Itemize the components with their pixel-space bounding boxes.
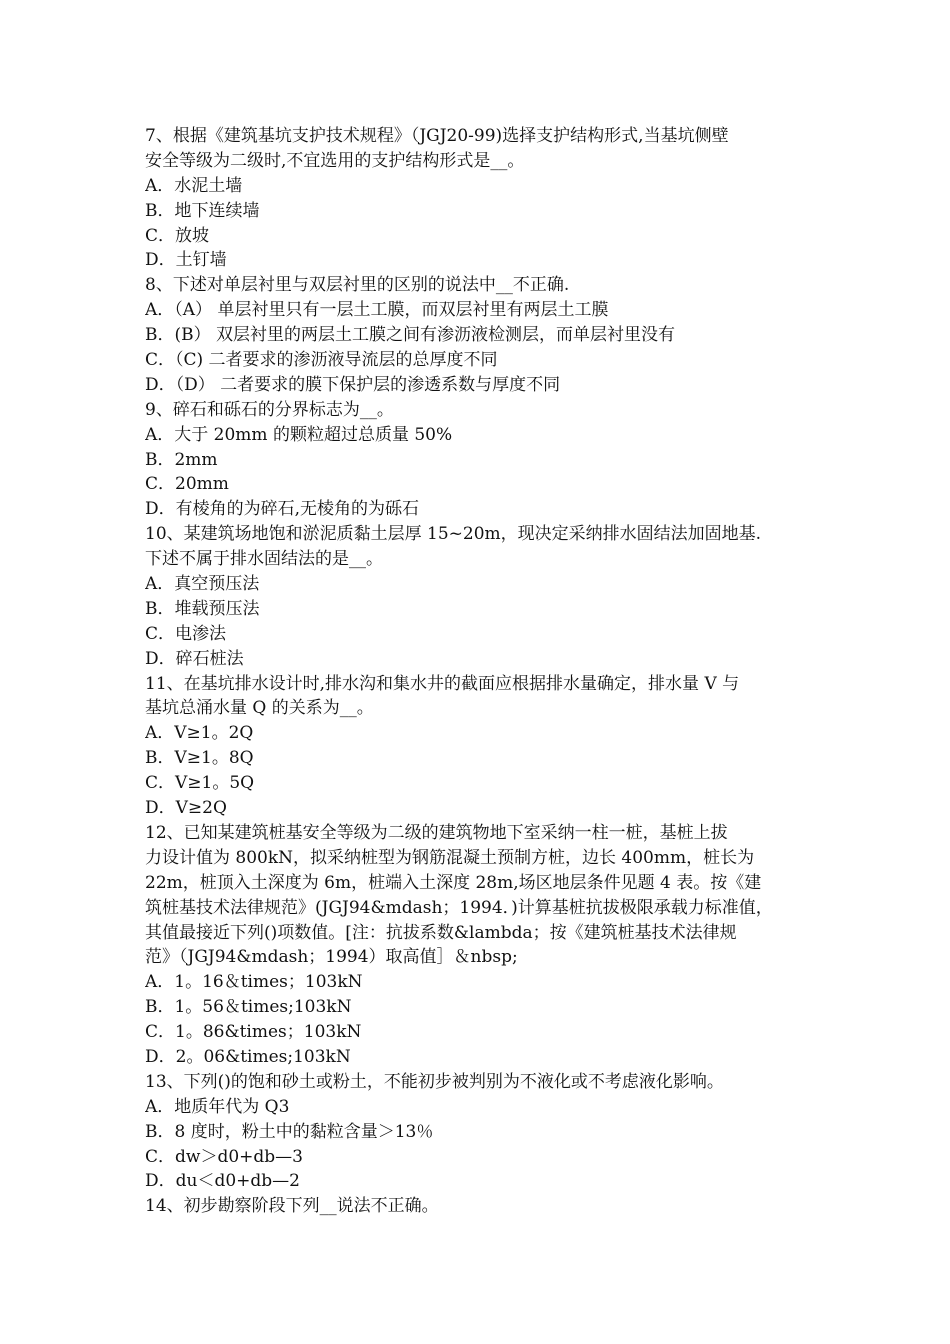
text-line: C．20mm: [145, 474, 229, 495]
text-line: 22m，桩顶入土深度为 6m，桩端入土深度 28m,场区地层条件见题 4 表。按《建: [145, 872, 762, 893]
text-line: A．1。16＆times；103kN: [145, 972, 363, 993]
text-line: C．电渗法: [145, 623, 227, 644]
text-line: C．（C) 二者要求的渗沥液导流层的总厚度不同: [145, 350, 498, 371]
text-line: C．1。86&times；103kN: [145, 1022, 362, 1043]
text-line: B．1。56＆times;103kN: [145, 997, 352, 1018]
text-line: C．放坡: [145, 225, 210, 246]
text-line: 筑桩基技术法律规范》(JGJ94&mdash；1994．)计算基桩抗拔极限承载力标准值，: [145, 897, 773, 918]
text-line: 下述不属于排水固结法的是__。: [145, 549, 383, 570]
text-line: A．大于 20mm 的颗粒超过总质量 50%: [145, 424, 453, 445]
document-body: [145, 124, 815, 1219]
text-line: A．V≥1。2Q: [145, 723, 254, 744]
text-line: D．du＜d0+db—2: [145, 1171, 300, 1192]
text-line: 14、初步勘察阶段下列__说法不正确。: [145, 1196, 439, 1217]
text-line: B．(B） 双层衬里的两层土工膜之间有渗沥液检测层，而单层衬里没有: [145, 325, 676, 346]
text-line: 力设计值为 800kN，拟采纳桩型为钢筋混凝土预制方桩，边长 400mm，桩长为: [145, 847, 755, 868]
text-line: B．地下连续墙: [145, 200, 260, 221]
text-line: B．2mm: [145, 449, 218, 470]
text-line: 8、下述对单层衬里与双层衬里的区别的说法中__不正确.: [145, 275, 570, 296]
text-line: B．8 度时，粉土中的黏粒含量＞13％: [145, 1121, 434, 1142]
text-line: 安全等级为二级时,不宜选用的支护结构形式是__。: [145, 150, 525, 171]
text-line: A．真空预压法: [145, 574, 260, 595]
text-line: 基坑总涌水量 Q 的关系为__。: [145, 698, 374, 719]
text-line: B．堆载预压法: [145, 598, 260, 619]
text-line: D．土钉墙: [145, 250, 227, 271]
text-line: D．（D） 二者要求的膜下保护层的渗透系数与厚度不同: [145, 374, 561, 395]
text-line: 范》（JGJ94&mdash；1994）取高值］＆nbsp;: [145, 947, 518, 968]
text-line: 12、已知某建筑桩基安全等级为二级的建筑物地下室采纳一柱一桩，基桩上拔: [145, 822, 728, 843]
text-line: D．V≥2Q: [145, 798, 227, 819]
text-line: B．V≥1。8Q: [145, 748, 254, 769]
text-line: C．dw＞d0+db—3: [145, 1146, 303, 1167]
text-line: 11、在基坑排水设计时,排水沟和集水井的截面应根据排水量确定，排水量 V 与: [145, 673, 740, 694]
text-line: D．碎石桩法: [145, 648, 244, 669]
text-line: D．2。06&times;103kN: [145, 1046, 351, 1067]
text-line: 其值最接近下列()项数值。[注：抗拔系数&lambda；按《建筑桩基技术法律规: [145, 922, 737, 943]
text-line: A．（A） 单层衬里只有一层土工膜，而双层衬里有两层土工膜: [145, 300, 609, 321]
text-line: 7、根据《建筑基坑支护技术规程》（JGJ20-99)选择支护结构形式,当基坑侧壁: [145, 126, 729, 146]
text-line: 9、碎石和砾石的分界标志为__。: [145, 399, 394, 420]
text-line: C．V≥1。5Q: [145, 773, 255, 794]
text-line: D．有棱角的为碎石,无棱角的为砾石: [145, 499, 420, 520]
text-line: A．水泥土墙: [145, 175, 243, 196]
text-line: 13、下列()的饱和砂土或粉土，不能初步被判别为不液化或不考虑液化影响。: [145, 1071, 724, 1092]
text-line: A．地质年代为 Q3: [145, 1096, 290, 1117]
text-line: 10、某建筑场地饱和淤泥质黏土层厚 15~20m，现决定采纳排水固结法加固地基.: [145, 524, 762, 545]
